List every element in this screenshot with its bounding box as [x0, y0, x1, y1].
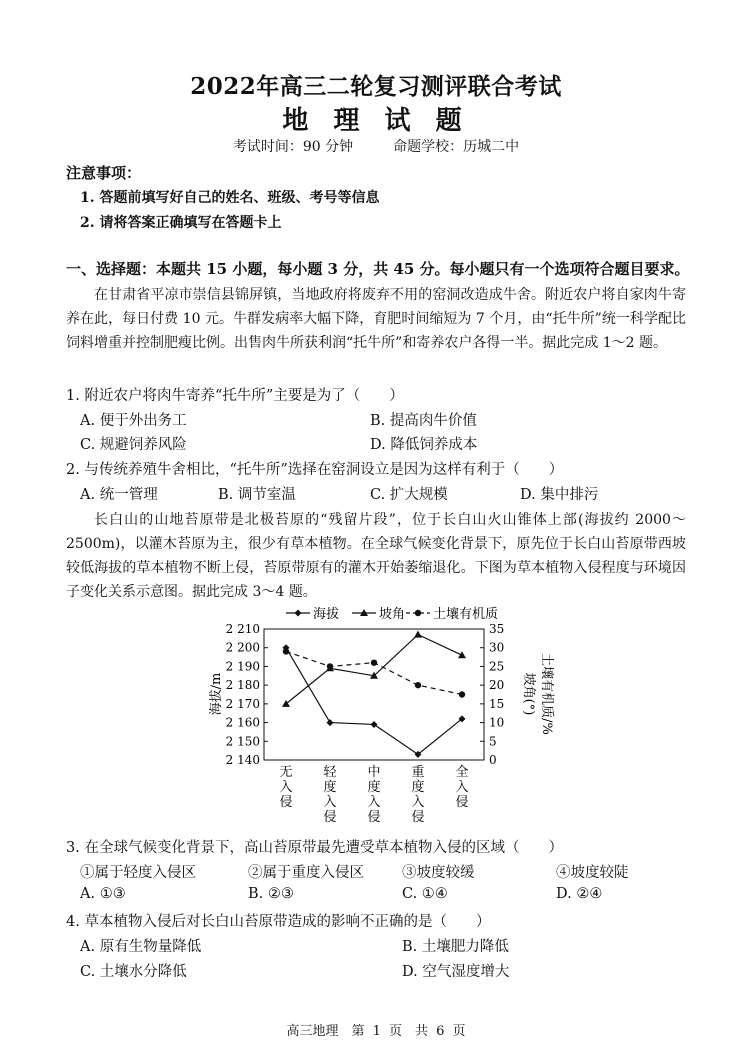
right-tick-label: 15	[489, 696, 505, 711]
page-footer: 高三地理 第 1 页 共 6 页	[286, 1024, 466, 1039]
q3-item-2: ②属于重度入侵区	[248, 865, 364, 881]
q2-option-a: A. 统一管理	[80, 487, 158, 503]
category-label: 轻度入侵	[323, 765, 337, 825]
q4-option-d: D. 空气湿度增大	[402, 964, 510, 980]
question-2-stem: 2. 与传统养殖牛舍相比，“托牛所”选择在窑洞设立是因为这样有利于（ ）	[66, 462, 564, 478]
q2-option-b: B. 调节室温	[218, 487, 296, 503]
right-tick-label: 25	[489, 659, 505, 674]
exam-meta	[0, 136, 752, 156]
series-layer	[282, 631, 466, 758]
legend-label: 海拔	[313, 607, 340, 622]
legend-label: 土壤有机质	[433, 607, 499, 622]
question-1-stem: 1. 附近农户将肉牛寄养“托牛所”主要是为了（ ）	[66, 388, 404, 404]
series-point-土壤有机质	[371, 659, 377, 665]
right-tick-label: 0	[489, 753, 497, 767]
series-point-坡角	[458, 651, 466, 658]
q2-option-c: C. 扩大规模	[370, 487, 448, 503]
q3-option-a: A. ①③	[80, 886, 126, 902]
category-label: 中度入侵	[367, 765, 381, 825]
chart-legend	[286, 606, 498, 622]
invasion-chart	[200, 598, 560, 826]
passage-2: 长白山的山地苔原带是北极苔原的“残留片段”，位于长白山火山锥体上部(海拔约 2000～2500m)，以灌木苔原为主，很少有草本植物。在全球气候变化背景下，原先位于长白山苔原带西坡较低海拔的草本植物不断上侵，苔原带原有的灌木开始萎缩退化。下图为草本植物入侵程度与环境因子变化关系示意图。据此完成 3～4 题。	[66, 512, 686, 600]
right-tick-label: 10	[489, 715, 505, 730]
left-axis-label: 海拔/m	[209, 672, 224, 716]
question-4-stem: 4. 草本植物入侵后对长白山苔原带造成的影响不正确的是（ ）	[66, 914, 491, 930]
subject-title: 地 理 试 题	[282, 106, 470, 136]
right-tick-label: 30	[489, 640, 505, 655]
series-point-海拔	[327, 719, 334, 726]
exam-school: 命题学校：历城二中	[393, 139, 520, 155]
q3-option-c: C. ①④	[402, 886, 448, 902]
q4-option-b: B. 土壤肥力降低	[402, 939, 509, 955]
left-tick-label: 2 170	[225, 696, 260, 711]
exam-time: 考试时间：90 分钟	[232, 139, 354, 155]
q1-option-a: A. 便于外出务工	[80, 413, 187, 429]
series-point-土壤有机质	[415, 682, 421, 688]
left-tick-label: 2 200	[225, 640, 260, 655]
notice-heading: 注意事项：	[66, 164, 142, 182]
q4-option-a: A. 原有生物量降低	[80, 939, 202, 955]
q3-item-3: ③坡度较缓	[402, 865, 475, 881]
q3-option-b: B. ②③	[248, 886, 294, 902]
q1-option-c: C. 规避饲养风险	[80, 437, 187, 453]
left-tick-label: 2 210	[225, 622, 260, 636]
section-heading: 一、选择题：本题共 15 小题，每小题 3 分，共 45 分。每小题只有一个选项符合题目要求。	[66, 260, 690, 278]
left-tick-label: 2 160	[225, 715, 260, 730]
q3-item-1: ①属于轻度入侵区	[80, 865, 196, 881]
left-tick-label: 2 140	[225, 753, 260, 767]
exam-title: 2022年高三二轮复习测评联合考试	[190, 73, 562, 100]
category-labels	[279, 764, 468, 825]
category-label: 全入侵	[455, 765, 469, 810]
series-point-坡角	[414, 631, 422, 638]
right-tick-label: 5	[489, 734, 497, 749]
q2-option-d: D. 集中排污	[520, 487, 599, 503]
right-tick-label: 20	[489, 678, 505, 693]
left-tick-label: 2 180	[225, 678, 260, 693]
q3-option-d: D. ②④	[556, 886, 603, 902]
series-point-土壤有机质	[283, 648, 289, 654]
passage-1: 在甘肃省平凉市崇信县锦屏镇，当地政府将废弃不用的窑洞改造成牛舍。附近农户将自家肉牛寄养在此，每日付费 10 元。牛群发病率大幅下降，育肥时间缩短为 7 个月，由“托牛所”统一科学配比饲料增重并控制肥瘦比例。出售肉牛所获利润“托牛所”和寄养农户各得一半。据此完成 1～2 题。	[66, 287, 686, 351]
right-tick-label: 35	[489, 622, 505, 636]
category-label: 重度入侵	[411, 765, 425, 825]
right-axis-label-2: 土壤有机质/%	[539, 653, 554, 735]
category-label: 无入侵	[279, 765, 293, 810]
left-axis-ticks	[226, 622, 268, 767]
legend-label: 坡角	[379, 607, 406, 622]
q1-option-d: D. 降低饲养成本	[370, 437, 478, 453]
notice-item: 2. 请将答案正确填写在答题卡上	[80, 215, 282, 231]
question-3-stem: 3. 在全球气候变化背景下，高山苔原带最先遭受草本植物入侵的区域（ ）	[66, 840, 563, 856]
left-tick-label: 2 150	[225, 734, 260, 749]
notice-item: 1. 答题前填写好自己的姓名、班级、考号等信息	[80, 190, 380, 206]
legend-marker	[295, 610, 302, 617]
series-point-海拔	[371, 721, 378, 728]
legend-marker	[415, 610, 421, 616]
series-point-土壤有机质	[327, 663, 333, 669]
right-axis-label: 坡角(°)	[521, 672, 536, 716]
q3-item-4: ④坡度较陡	[556, 865, 629, 881]
left-tick-label: 2 190	[225, 659, 260, 674]
q1-option-b: B. 提高肉牛价值	[370, 413, 477, 429]
series-point-土壤有机质	[459, 691, 465, 697]
q4-option-c: C. 土壤水分降低	[80, 964, 187, 980]
